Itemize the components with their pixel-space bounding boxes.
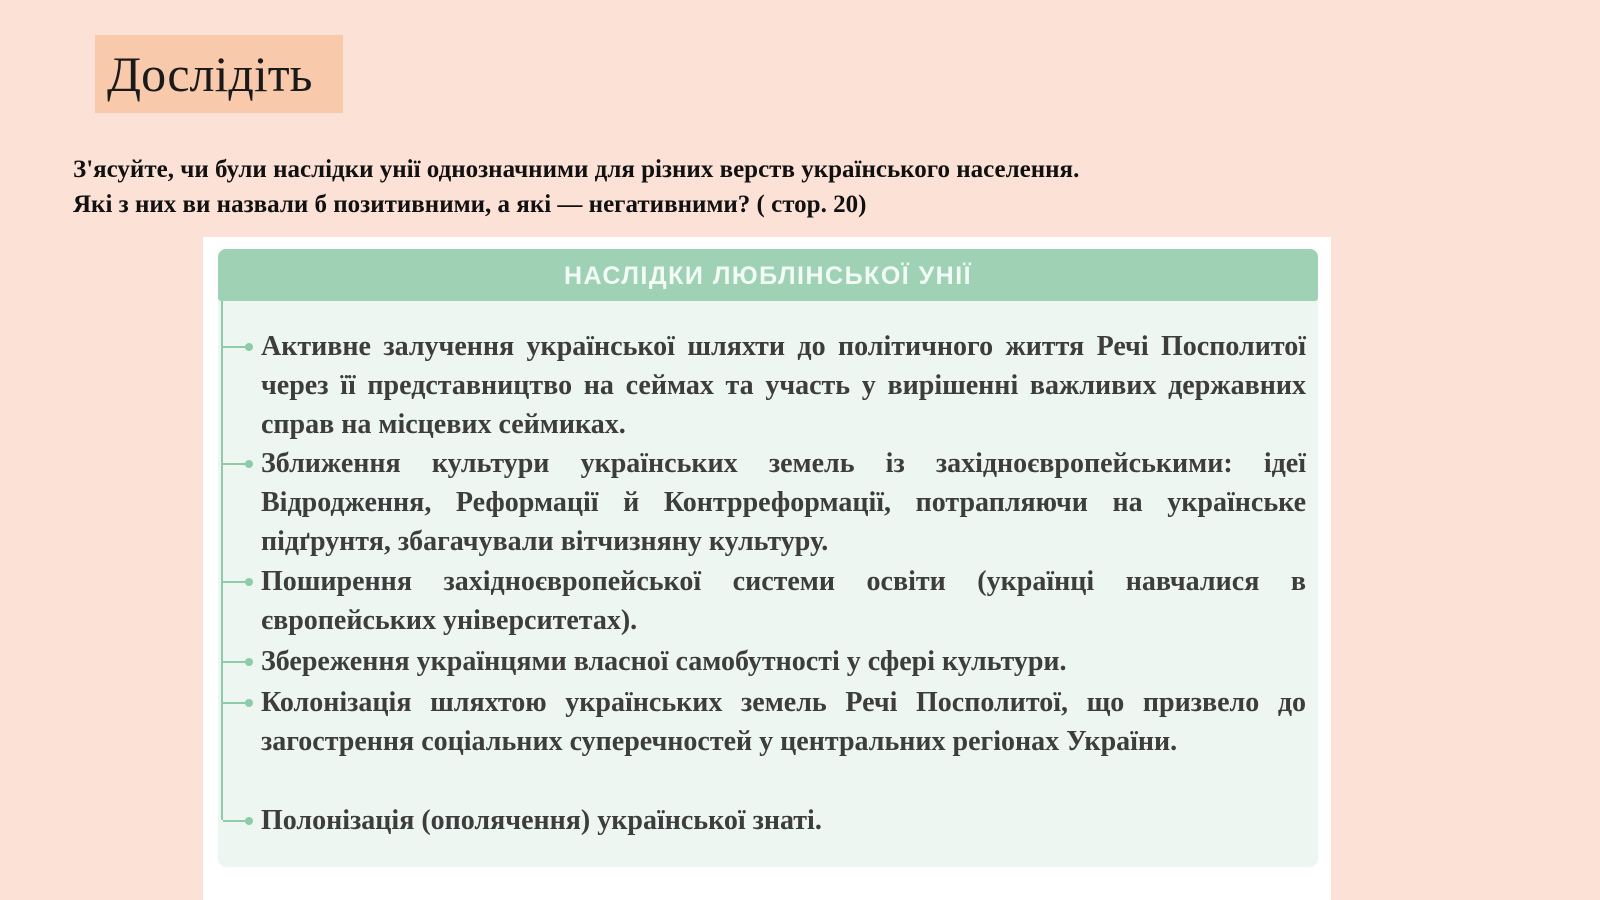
tree-connector-line: [221, 301, 223, 820]
consequence-item-1: Активне залучення української шляхти до політичного життя Речі Посполитої через її представництво на сеймах та участь у вирішенні важливих державних справ на місцевих сеймиках.: [261, 327, 1306, 444]
consequence-item-3: Поширення західноєвропейської системи освіти (українці навчалися в європейських університетах).: [261, 562, 1306, 640]
question-line-2: Які з них ви назвали б позитивними, а які — негативними? ( стор. 20): [73, 191, 867, 218]
title-box: [95, 35, 343, 113]
consequence-item-4: Збереження українцями власної самобутності у сфері культури.: [261, 642, 1306, 681]
question-line-1: З'ясуйте, чи були наслідки унії однозначними для різних верств українського населення.: [73, 156, 1080, 183]
page-title: Дослідіть: [107, 46, 313, 102]
consequence-item-5: Колонізація шляхтою українських земель Речі Посполитої, що призвело до загострення соціальних суперечностей у центральних регіонах України.: [261, 683, 1306, 761]
consequences-panel: [218, 249, 1318, 867]
panel-header: [218, 249, 1318, 301]
consequence-item-2: Зближення культури українських земель із західноєвропейськими: ідеї Відродження, Реформації й Контрреформації, потрапляючи на українське підґрунтя, збагачували вітчизняну культуру.: [261, 444, 1306, 561]
task-question: [73, 152, 1393, 222]
panel-header-title: НАСЛІДКИ ЛЮБЛІНСЬКОЇ УНІЇ: [563, 262, 973, 290]
textbook-image-card: [203, 237, 1331, 900]
consequence-item-6: Полонізація (ополячення) української знаті.: [261, 801, 1306, 840]
